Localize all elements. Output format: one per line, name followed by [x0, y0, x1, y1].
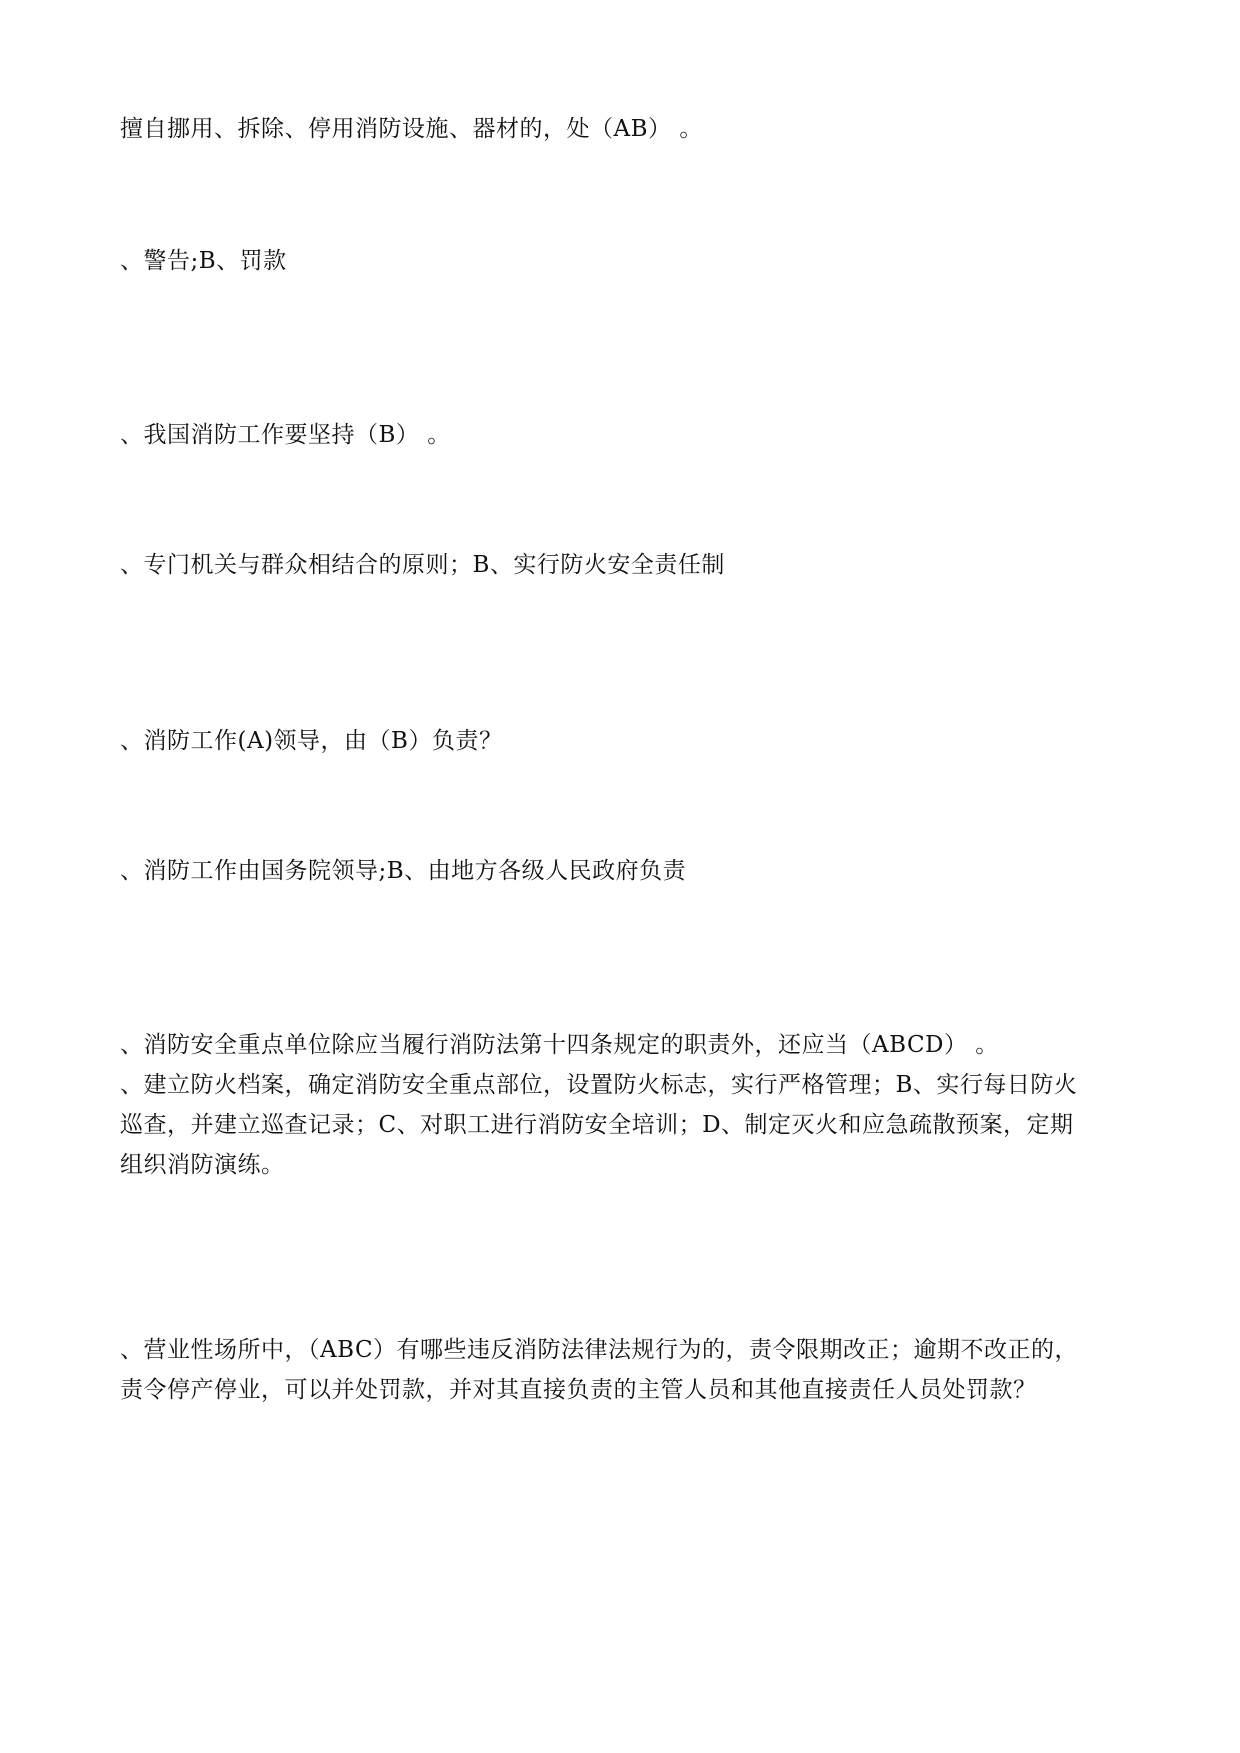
question-key-units: 、消防安全重点单位除应当履行消防法第十四条规定的职责外，还应当（ABCD） 。 — [120, 1032, 999, 1058]
question-business-venues-line-1: 、营业性场所中，（ABC）有哪些违反消防法律法规行为的，责令限期改正；逾期不改正的， — [120, 1337, 1079, 1363]
answer-key-units-line-2: 巡查，并建立巡查记录；C、对职工进行消防安全培训；D、制定灭火和应急疏散预案，定期 — [120, 1112, 1074, 1138]
answer-equipment-misuse: 、警告;B、罚款 — [120, 248, 287, 274]
question-fire-work-principle: 、我国消防工作要坚持（B） 。 — [120, 422, 451, 448]
answer-fire-work-leadership: 、消防工作由国务院领导;B、由地方各级人民政府负责 — [120, 858, 687, 884]
answer-key-units-line-3: 组织消防演练。 — [120, 1152, 285, 1178]
question-business-venues — [120, 1330, 1130, 1410]
question-fire-work-leadership: 、消防工作(A)领导，由（B）负责？ — [120, 728, 503, 754]
answer-key-units — [120, 1065, 1130, 1185]
answer-key-units-line-1: 、建立防火档案，确定消防安全重点部位，设置防火标志，实行严格管理；B、实行每日防火 — [120, 1072, 1078, 1098]
answer-fire-work-principle: 、专门机关与群众相结合的原则；B、实行防火安全责任制 — [120, 552, 725, 578]
question-business-venues-line-2: 责令停产停业，可以并处罚款，并对其直接负责的主管人员和其他直接责任人员处罚款？ — [120, 1377, 1037, 1403]
question-equipment-misuse: 擅自挪用、拆除、停用消防设施、器材的，处（AB） 。 — [120, 116, 703, 142]
